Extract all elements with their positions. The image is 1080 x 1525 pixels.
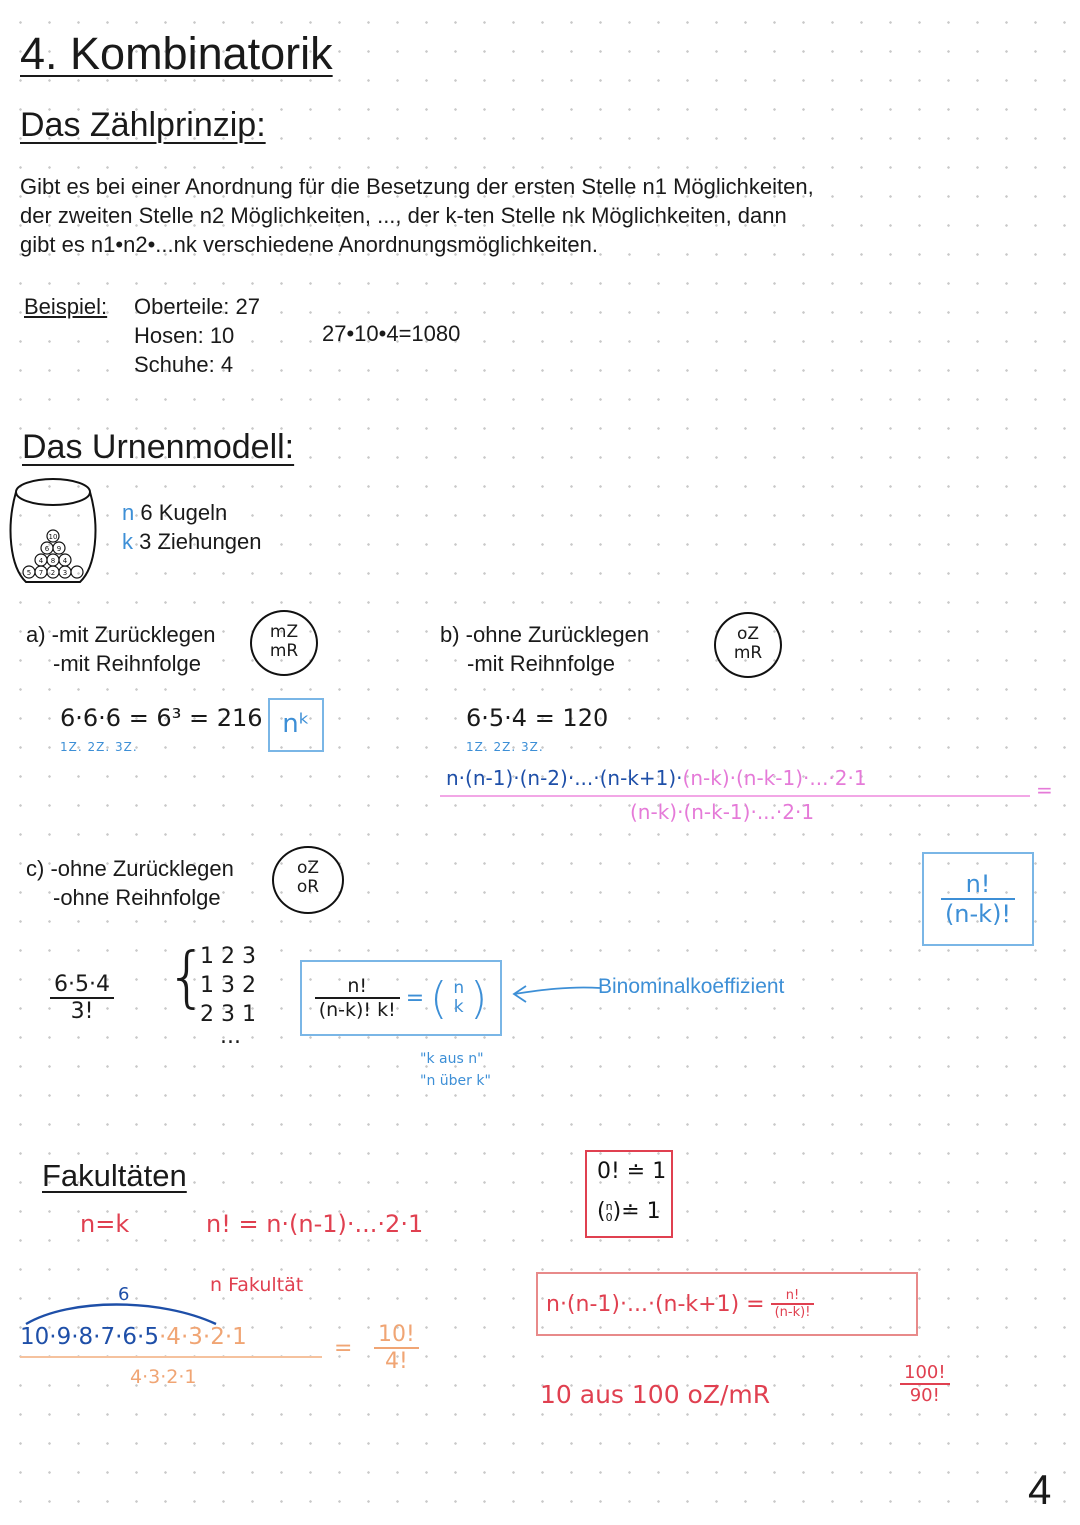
ball-number: 4	[38, 557, 44, 565]
zaehlprinzip-definition	[20, 172, 814, 259]
page-title: 4. Kombinatorik	[20, 28, 333, 79]
page-number: 4	[1028, 1466, 1052, 1513]
ball-number: 6	[44, 545, 50, 553]
permutation: 1 3 2	[200, 973, 256, 998]
example-result	[900, 1362, 950, 1406]
case-b-draws: 1Z. 2Z. 3Z.	[466, 740, 544, 754]
rule-n-over-zero: ( n 0 )≐ 1	[597, 1199, 661, 1224]
binomial-readings	[420, 1048, 491, 1092]
case-c-heading	[26, 854, 234, 912]
example-calculation: 27•10•4=1080	[322, 321, 461, 346]
urn-k-line	[122, 527, 261, 556]
sequence-cancelled: ·4·3·2·1	[159, 1324, 247, 1350]
case-a-badge	[250, 610, 318, 676]
result-numerator: 10!	[378, 1322, 415, 1347]
ball-number: 8	[50, 557, 56, 565]
fraction-bar	[440, 795, 1030, 797]
badge-top: mZ	[269, 622, 299, 642]
case-c-badge	[272, 846, 344, 914]
example-list	[134, 292, 260, 379]
case-a-line2: -mit Reihnfolge	[53, 651, 201, 676]
overbrace	[20, 1294, 220, 1328]
sequence-equals: =	[334, 1336, 353, 1361]
binomial-coefficient-label: Binominalkoeffizient	[598, 975, 785, 998]
ball-number: 5	[26, 569, 32, 577]
example-numerator: 100!	[904, 1362, 946, 1383]
case-c-line1: c) -ohne Zurücklegen	[26, 856, 234, 881]
urn-n-line	[122, 498, 227, 527]
badge-top: oZ	[736, 624, 760, 644]
k-description: 3 Ziehungen	[139, 529, 262, 554]
factorial-definition: n! = n·(n-1)·...·2·1	[206, 1210, 424, 1238]
binom-top: n	[453, 978, 465, 998]
binom-bottom: 0	[605, 1211, 613, 1224]
urn-illustration	[8, 472, 98, 588]
rule-zero-factorial: 0! ≐ 1	[597, 1159, 667, 1184]
permutation-list	[200, 942, 256, 1049]
case-a-line1: a) -mit Zurücklegen	[26, 622, 216, 647]
factorial-name: n Fakultät	[210, 1274, 304, 1296]
case-b-equals: =	[1036, 778, 1053, 802]
permutation-ellipsis: ...	[220, 1024, 241, 1049]
box-denominator: (n-k)! k!	[315, 997, 400, 1021]
box-equals: =	[405, 985, 425, 1011]
fraction-denominator: 3!	[50, 997, 114, 1024]
case-b-heading	[440, 620, 649, 678]
brace-label: 6	[118, 1284, 130, 1305]
case-b-badge	[714, 612, 782, 678]
case-a-heading	[26, 620, 216, 678]
rule-result: ≐ 1	[621, 1199, 661, 1224]
factorial-sequence	[20, 1324, 247, 1350]
case-c-fraction	[50, 972, 114, 1024]
ball-number: 7	[38, 569, 44, 577]
binom-top: n	[605, 1200, 613, 1213]
box-numerator: n!	[347, 975, 368, 997]
n-equals-k: n=k	[80, 1210, 130, 1238]
case-b-line1: b) -ohne Zurücklegen	[440, 622, 650, 647]
n-description: 6 Kugeln	[140, 500, 228, 525]
example-item: Hosen: 10	[134, 323, 235, 348]
definition-line: der zweiten Stelle n2 Möglichkeiten, ..., der k-ten Stelle nk Möglichkeiten, dann	[20, 203, 787, 228]
case-b-line2: -mit Reihnfolge	[467, 651, 615, 676]
permutation: 2 3 1	[200, 1002, 256, 1027]
badge-bottom: mR	[269, 641, 299, 661]
result-denominator: 4!	[374, 1347, 419, 1374]
box-denominator: (n-k)!	[771, 1303, 815, 1320]
binom-bottom: k	[453, 997, 464, 1017]
example-label: Beispiel:	[24, 294, 108, 319]
section-heading-urnenmodell: Das Urnenmodell:	[22, 428, 295, 466]
binomial-coefficient	[453, 979, 464, 1017]
binomial-formula-box	[300, 960, 502, 1036]
binom-left-paren: (	[430, 972, 448, 1024]
example-item: Schuhe: 4	[134, 352, 234, 377]
badge-bottom: oR	[296, 877, 320, 897]
reading-n-ueber-k: "n über k"	[420, 1073, 491, 1089]
permutation-formula-box	[536, 1272, 918, 1336]
arrow-icon	[510, 982, 602, 1006]
result-numerator: n!	[965, 870, 991, 898]
box-numerator: n!	[785, 1288, 800, 1303]
numerator-product: n·(n-1)·(n-2)·...·(n-k+1)·	[446, 766, 683, 790]
case-c-line2: -ohne Reihnfolge	[53, 885, 221, 910]
sequence-denominator: 4·3·2·1	[130, 1366, 197, 1388]
ball-number: 9	[56, 545, 62, 553]
section-heading-zaehlprinzip: Das Zählprinzip:	[20, 106, 266, 144]
fraction-numerator: 6·5·4	[54, 972, 110, 997]
definition-line: Gibt es bei einer Anordnung für die Besetzung der ersten Stelle n1 Möglichkeiten,	[20, 174, 814, 199]
factorial-rules-box	[585, 1150, 673, 1238]
factorial-example: 10 aus 100 oZ/mR	[540, 1380, 771, 1409]
permutation: 1 2 3	[200, 944, 256, 969]
n-variable: n	[122, 500, 135, 525]
binom-right-paren: )	[470, 972, 488, 1024]
case-a-formula-box: nᵏ	[268, 698, 324, 752]
fraction-bar	[20, 1356, 322, 1358]
example-item: Oberteile: 27	[134, 294, 260, 319]
case-b-calculation: 6·5·4 = 120	[466, 704, 609, 732]
case-a-calculation: 6·6·6 = 6³ = 216	[60, 704, 263, 732]
case-b-long-fraction-numerator	[446, 766, 867, 790]
definition-line: gibt es n1•n2•...nk verschiedene Anordnungsmöglichkeiten.	[20, 232, 598, 257]
example-denominator: 90!	[900, 1383, 950, 1406]
numerator-tail: (n-k)·(n-k-1)·...·2·1	[682, 766, 867, 790]
section-heading-fakultaeten: Fakultäten	[42, 1158, 187, 1193]
sequence-result	[374, 1322, 419, 1374]
ball-number: 4	[62, 557, 68, 565]
ball-number: 2	[50, 569, 56, 577]
badge-bottom: mR	[733, 643, 763, 663]
sequence-kept: 10·9·8·7·6·5	[20, 1324, 159, 1350]
case-a-draws: 1Z. 2Z. 3Z.	[60, 740, 138, 754]
badge-top: oZ	[296, 858, 320, 878]
case-b-long-fraction-denominator: (n-k)·(n-k-1)·...·2·1	[630, 800, 815, 824]
case-b-result-box	[922, 852, 1034, 946]
k-variable: k	[122, 529, 133, 554]
curly-brace: {	[166, 938, 208, 1015]
result-denominator: (n-k)!	[941, 898, 1015, 928]
permutation-product: n·(n-1)·...·(n-k+1) =	[546, 1291, 765, 1317]
ball-number: 3	[62, 569, 68, 577]
reading-k-aus-n: "k aus n"	[420, 1051, 484, 1067]
ball-number: 10	[48, 533, 58, 541]
